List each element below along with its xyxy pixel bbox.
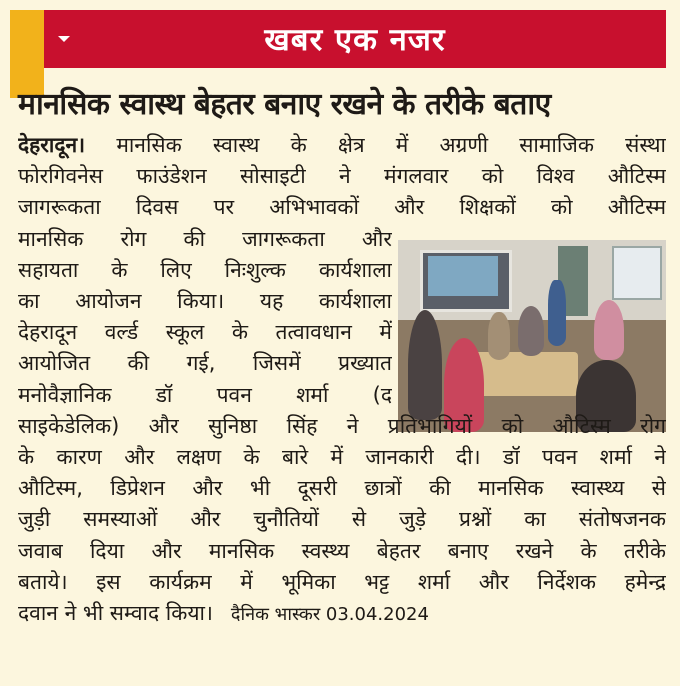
article-line: देहरादून वर्ल्ड स्कूल के तत्वावधान में [18, 320, 392, 345]
banner-title: खबर एक नजर [264, 22, 446, 58]
article-line: दवान ने भी सम्वाद किया। दैनिक भास्कर 03.04.2024 [18, 601, 429, 626]
dateline: देहरादून। [18, 133, 86, 157]
article-line: फोरगिवनेस फाउंडेशन सोसाइटी ने मंगलवार को विश्व औटिस्म [18, 164, 666, 189]
article-line: सहायता के लिए निःशुल्क कार्यशाला [18, 257, 392, 282]
article-line: बताये। इस कार्यक्रम में भूमिका भट्ट शर्मा और निर्देशक हमेन्द्र [18, 569, 666, 594]
section-banner [44, 10, 666, 68]
article-line: साइकेडेलिक) और सुनिष्ठा सिंह ने प्रतिभागियों को औटिस्म रोग [18, 413, 666, 438]
article-line: आयोजित की गई, जिसमें प्रख्यात [18, 351, 392, 376]
article-line: देहरादून। मानसिक स्वास्थ के क्षेत्र में अग्रणी सामाजिक संस्था [18, 133, 666, 157]
article-line: मनोवैज्ञानिक डॉ पवन शर्मा (द [18, 382, 392, 407]
article-line: जुड़ी समस्याओं और चुनौतियों से जुड़े प्रश्नों का संतोषजनक [18, 507, 666, 532]
source-credit: दैनिक भास्कर 03.04.2024 [230, 604, 429, 626]
article-body [18, 130, 666, 630]
article-line: जवाब दिया और मानसिक स्वस्थ्य बेहतर बनाए रखने के तरीके [18, 538, 666, 563]
banner-marker-icon [58, 36, 70, 42]
article-line: औटिस्म, डिप्रेशन और भी दूसरी छात्रों की मानसिक स्वास्थ्य से [18, 476, 666, 501]
article-line: जागरूकता दिवस पर अभिभावकों और शिक्षकों को औटिस्म [18, 195, 666, 220]
article-headline: मानसिक स्वास्थ बेहतर बनाए रखने के तरीके बताए [18, 87, 551, 122]
article-line: के कारण और लक्षण के बारे में जानकारी दी। डॉ पवन शर्मा ने [18, 445, 666, 470]
article-line: का आयोजन किया। यह कार्यशाला [18, 289, 392, 314]
article-line: मानसिक रोग की जागरूकता और [18, 226, 392, 251]
